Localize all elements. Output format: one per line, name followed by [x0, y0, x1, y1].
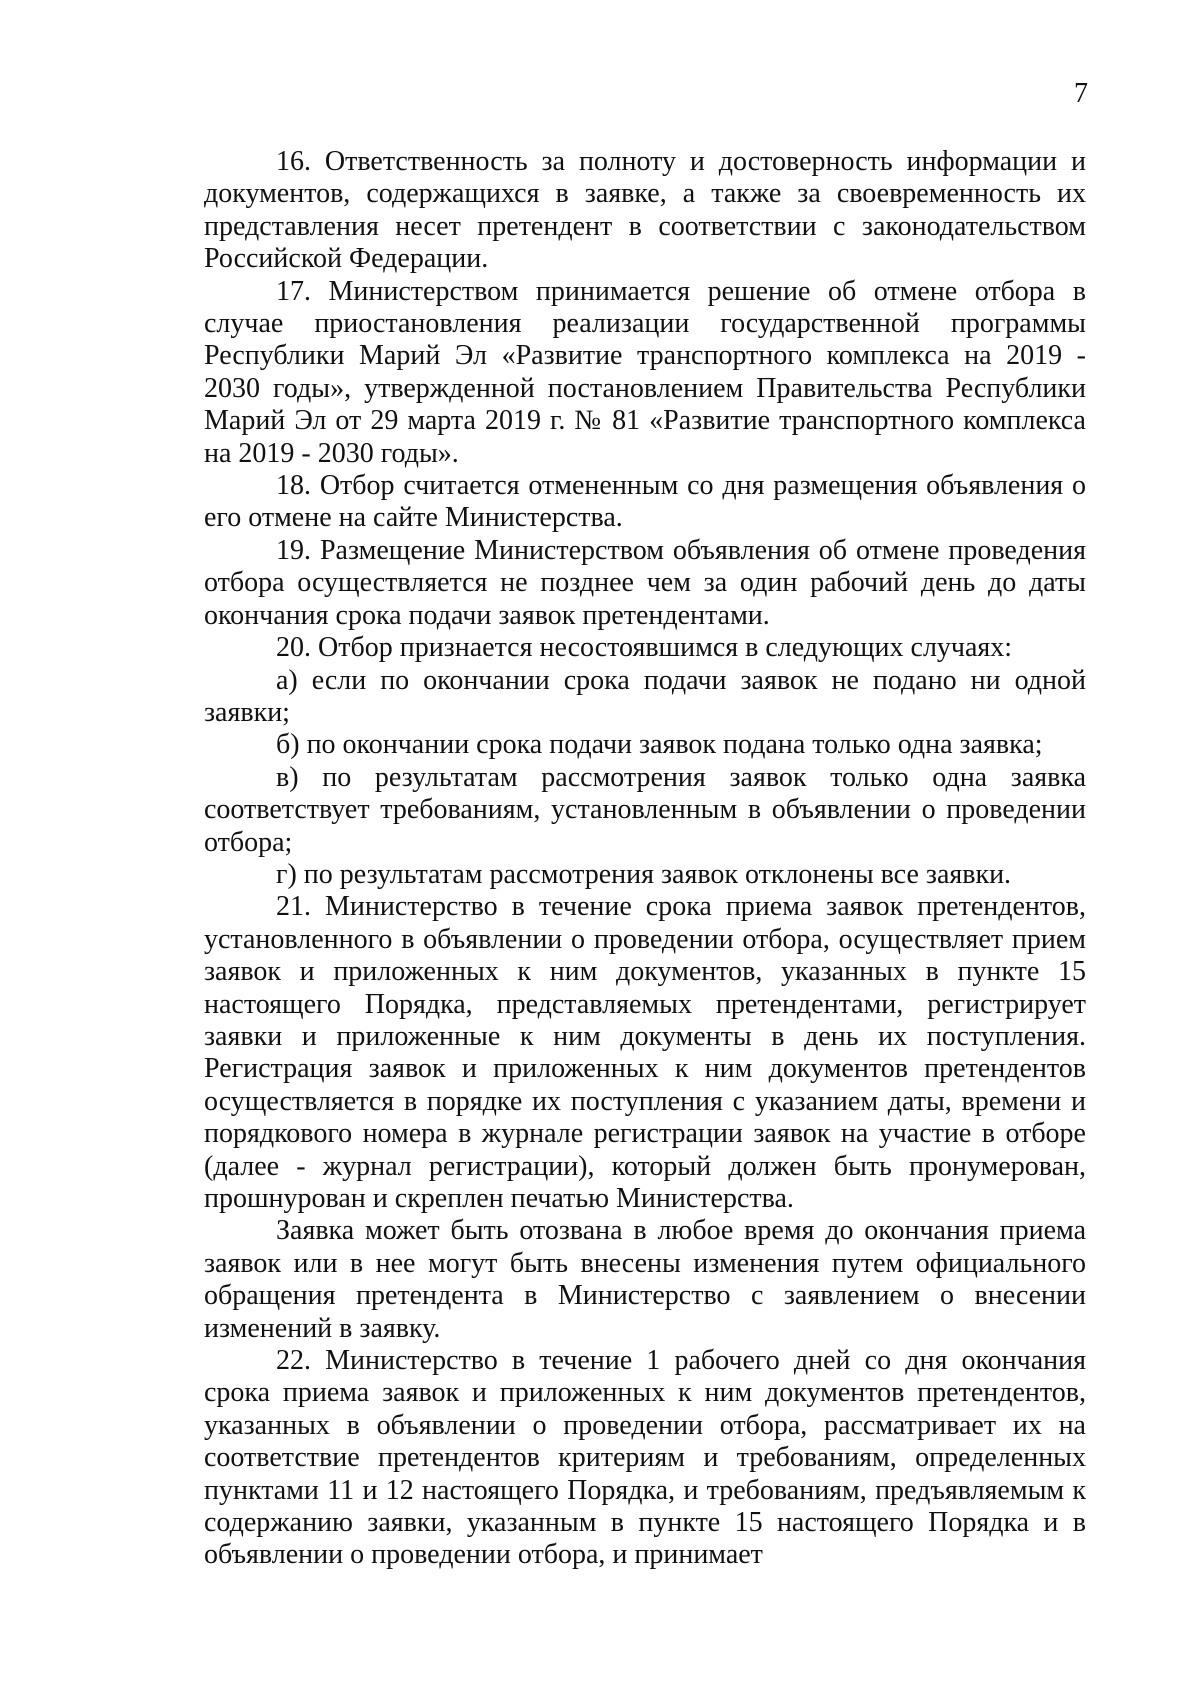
paragraph-20-b: б) по окончании срока подачи заявок подана только одна заявка;: [276, 729, 1043, 761]
paragraph-21-withdrawal: Заявка может быть отозвана в любое время до окончания приема заявок или в нее могут быть внесены изменения путем официального обращения претендента в Министерство с заявлением о внесении изменений в заявку.: [204, 1215, 1086, 1344]
paragraph-19: 19. Размещение Министерством объявления об отмене проведения отбора осуществляется не позднее чем за один рабочий день до даты окончания срока подачи заявок претендентами.: [204, 534, 1086, 631]
paragraph-18: 18. Отбор считается отмененным со дня размещения объявления о его отмене на сайте Министерства.: [204, 470, 1086, 534]
paragraph-20: 20. Отбор признается несостоявшимся в следующих случаях:: [276, 632, 1013, 664]
paragraph-20-a: а) если по окончании срока подачи заявок не подано ни одной заявки;: [204, 664, 1086, 728]
paragraph-20-g: г) по результатам рассмотрения заявок отклонены все заявки.: [276, 858, 1012, 890]
page-number: 7: [1074, 78, 1088, 109]
document-body: [204, 146, 1086, 1572]
paragraph-21: 21. Министерство в течение срока приема заявок претендентов, установленного в объявлении о проведении отбора, осуществляет прием заявок и приложенных к ним документов, указанных в пункте 15 настоящего Порядка, представляемых претендентами, регистрирует заявки и приложенные к ним документы в день их поступления. Регистрация заявок и приложенных к ним документов претендентов осуществляется в порядке их поступления с указанием даты, времени и порядкового номера в журнале регистрации заявок на участие в отборе (далее - журнал регистрации), который должен быть пронумерован, прошнурован и скреплен печатью Министерства.: [204, 891, 1086, 1214]
paragraph-17: 17. Министерством принимается решение об отмене отбора в случае приостановления реализации государственной программы Республики Марий Эл «Развитие транспортного комплекса на 2019 - 2030 годы», утвержденной постановлением Правительства Республики Марий Эл от 29 марта 2019 г. № 81 «Развитие транспортного комплекса на 2019 - 2030 годы».: [204, 275, 1086, 469]
paragraph-20-v: в) по результатам рассмотрения заявок только одна заявка соответствует требованиям, установленным в объявлении о проведении отбора;: [204, 761, 1086, 858]
paragraph-16: 16. Ответственность за полноту и достоверность информации и документов, содержащихся в заявке, а также за своевременность их представления несет претендент в соответствии с законодательством Российской Федерации.: [204, 146, 1086, 275]
paragraph-22: 22. Министерство в течение 1 рабочего дней со дня окончания срока приема заявок и приложенных к ним документов претендентов, указанных в объявлении о проведении отбора, рассматривает их на соответствие претендентов критериям и требованиям, определенных пунктами 11 и 12 настоящего Порядка, и требованиям, предъявляемым к содержанию заявки, указанным в пункте 15 настоящего Порядка и в объявлении о проведении отбора, и принимает: [204, 1345, 1086, 1571]
